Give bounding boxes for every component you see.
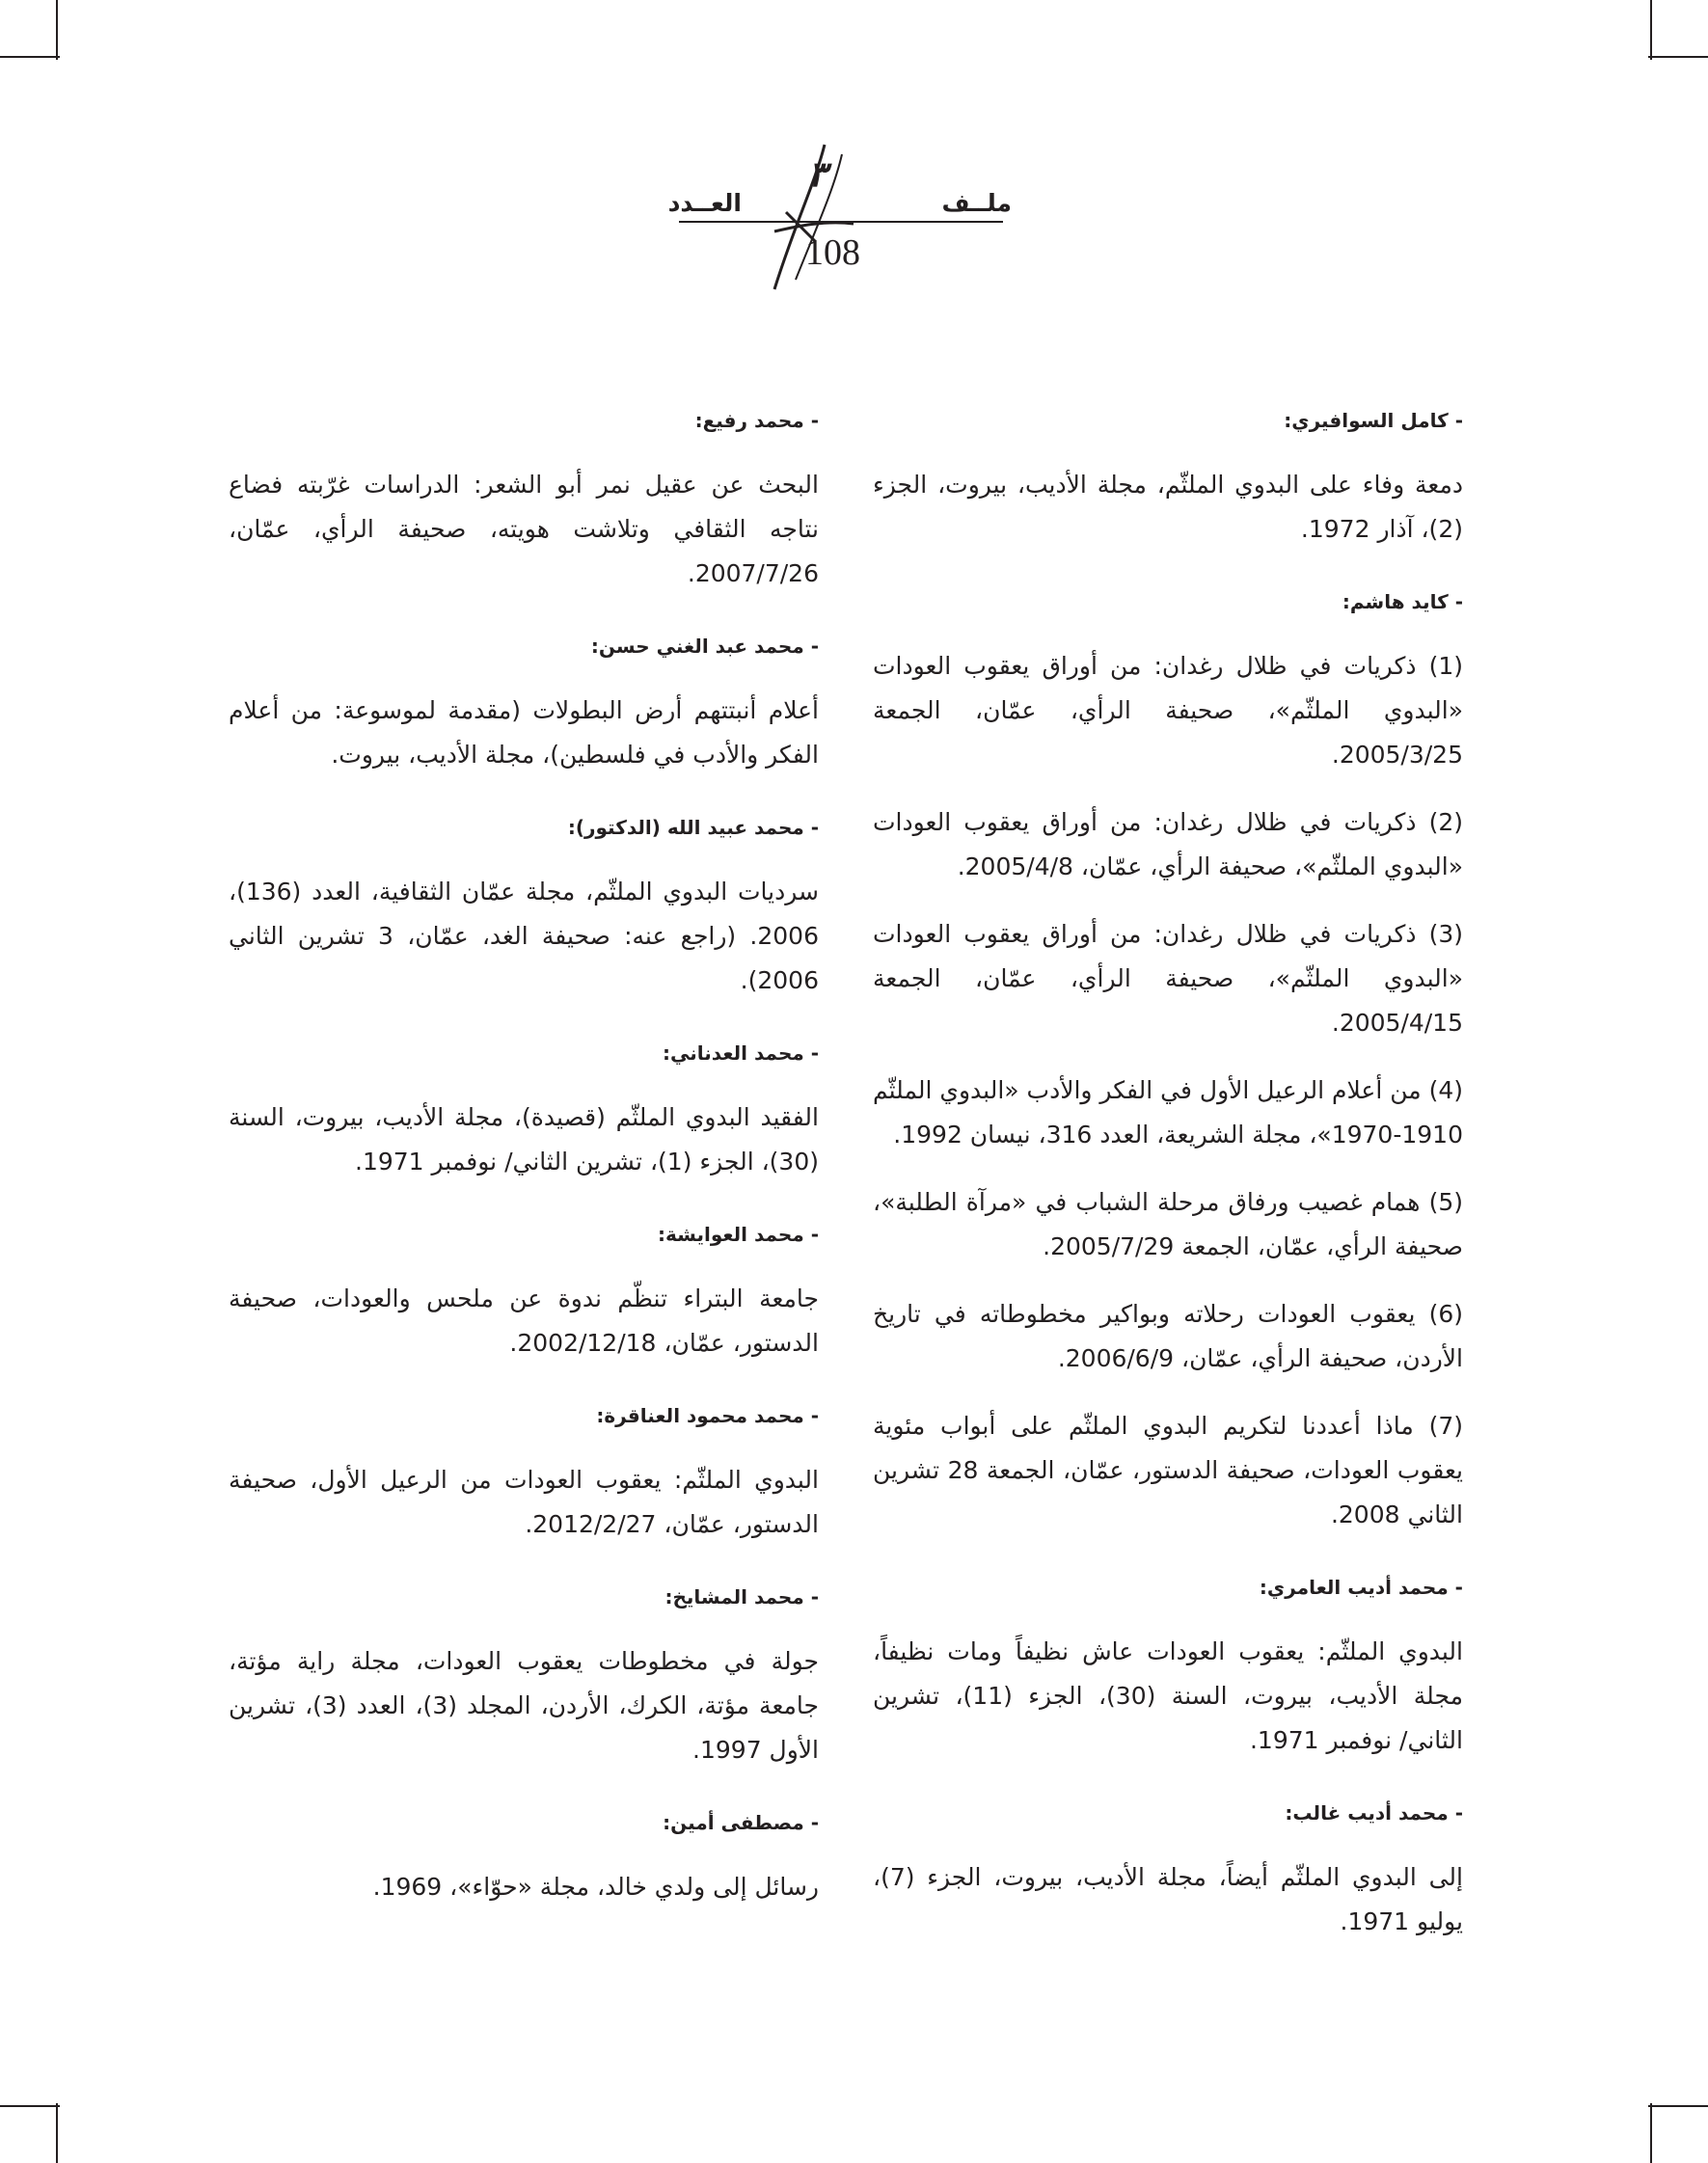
citation: الفقيد البدوي الملثّم (قصيدة)، مجلة الأديب، بيروت، السنة (30)، الجزء (1)، تشرين الثاني/ نوفمبر 1971. xyxy=(229,1103,819,1176)
issue-numeral: ٣ xyxy=(808,154,827,195)
author-name: - محمد محمود العناقرة: xyxy=(596,1404,819,1427)
bibliography-entry xyxy=(229,1219,819,1365)
citation: (1) ذكريات في ظلال رغدان: من أوراق يعقوب العودات «البدوي الملثّم»، صحيفة الرأي، عمّان، الجمعة 2005/3/25. xyxy=(873,652,1463,769)
author-name: - محمد عبيد الله (الدكتور): xyxy=(567,816,819,839)
citation: سرديات البدوي الملثّم، مجلة عمّان الثقافية، العدد (136)، 2006. (راجع عنه: صحيفة الغد، عمّان، 3 تشرين الثاني 2006). xyxy=(229,878,819,994)
bibliography-entry xyxy=(873,405,1463,552)
page-number: 108 xyxy=(805,232,860,273)
author-name: - محمد العوايشة: xyxy=(657,1223,819,1246)
author-name: - مصطفى أمين: xyxy=(663,1811,819,1834)
author-name: - كايد هاشم: xyxy=(1342,590,1463,613)
bibliography-entry xyxy=(229,405,819,596)
crop-mark-top-left-horizontal xyxy=(0,56,60,58)
citation: البدوي الملثّم: يعقوب العودات عاش نظيفاً ومات نظيفاً، مجلة الأديب، بيروت، السنة (30)، الجزء (11)، تشرين الثاني/ نوفمبر 1971. xyxy=(873,1637,1463,1754)
author-name: - محمد رفيع: xyxy=(694,409,819,432)
author-name: - محمد المشايخ: xyxy=(664,1585,819,1609)
left-column xyxy=(229,405,819,1944)
right-column xyxy=(873,405,1463,1979)
citation: (3) ذكريات في ظلال رغدان: من أوراق يعقوب العودات «البدوي الملثّم»، صحيفة الرأي، عمّان، الجمعة 2005/4/15. xyxy=(873,920,1463,1037)
bibliography-entry xyxy=(229,1400,819,1547)
citation: جولة في مخطوطات يعقوب العودات، مجلة راية مؤتة، جامعة مؤتة، الكرك، الأردن، المجلد (3)، العدد (3)، تشرين الأول 1997. xyxy=(229,1647,819,1764)
author-name: - محمد أديب العامري: xyxy=(1259,1576,1463,1599)
author-name: - محمد عبد الغني حسن: xyxy=(590,635,819,658)
author-name: - محمد أديب غالب: xyxy=(1285,1801,1463,1825)
citation: (4) من أعلام الرعيل الأول في الفكر والأدب «البدوي الملثّم 1910-1970»، مجلة الشريعة، العدد 316، نيسان 1992. xyxy=(873,1076,1463,1149)
citation: أعلام أنبتتهم أرض البطولات (مقدمة لموسوعة: من أعلام الفكر والأدب في فلسطين)، مجلة الأديب، بيروت. xyxy=(229,696,819,769)
citation: (6) يعقوب العودات رحلاته وبواكير مخطوطاته في تاريخ الأردن، صحيفة الرأي، عمّان، 2006/6/9. xyxy=(873,1300,1463,1372)
author-name: - كامل السوافيري: xyxy=(1284,409,1463,432)
citation: دمعة وفاء على البدوي الملثّم، مجلة الأديب، بيروت، الجزء (2)، آذار 1972. xyxy=(873,471,1463,543)
bibliography-entry xyxy=(873,1798,1463,1944)
crop-mark-bottom-left-horizontal xyxy=(0,2105,60,2107)
citation: البدوي الملثّم: يعقوب العودات من الرعيل الأول، صحيفة الدستور، عمّان، 2012/2/27. xyxy=(229,1466,819,1538)
citation: جامعة البتراء تنظّم ندوة عن ملحس والعودات، صحيفة الدستور، عمّان، 2002/12/18. xyxy=(229,1284,819,1357)
crop-mark-bottom-right-horizontal xyxy=(1648,2105,1708,2107)
crop-mark-top-right-vertical xyxy=(1650,0,1652,60)
crop-mark-top-right-horizontal xyxy=(1648,56,1708,58)
bibliography-entry xyxy=(229,1807,819,1909)
bibliography-entry xyxy=(873,1572,1463,1763)
citation: (2) ذكريات في ظلال رغدان: من أوراق يعقوب العودات «البدوي الملثّم»، صحيفة الرأي، عمّان، 2005/4/8. xyxy=(873,808,1463,880)
crop-mark-top-left-vertical xyxy=(56,0,58,60)
bibliography-entry xyxy=(229,631,819,777)
citation: (7) ماذا أعددنا لتكريم البدوي الملثّم على أبواب مئوية يعقوب العودات، صحيفة الدستور، عمّان، الجمعة 28 تشرين الثاني 2008. xyxy=(873,1412,1463,1528)
crop-mark-bottom-left-vertical xyxy=(56,2103,58,2163)
citation: رسائل إلى ولدي خالد، مجلة «حوّاء»، 1969. xyxy=(372,1873,819,1901)
citation: البحث عن عقيل نمر أبو الشعر: الدراسات غرّبته فضاع نتاجه الثقافي وتلاشت هويته، صحيفة الرأي، عمّان، 2007/7/26. xyxy=(229,471,819,587)
author-name: - محمد العدناني: xyxy=(663,1041,819,1065)
crop-mark-bottom-right-vertical xyxy=(1650,2103,1652,2163)
bibliography-entry xyxy=(229,812,819,1003)
header-issue-word: العــدد xyxy=(667,189,742,217)
bibliography-entry xyxy=(229,1582,819,1772)
citation: (5) همام غصيب ورفاق مرحلة الشباب في «مرآة الطلبة»، صحيفة الرأي، عمّان، الجمعة 2005/7/29. xyxy=(873,1188,1463,1260)
citation: إلى البدوي الملثّم أيضاً، مجلة الأديب، بيروت، الجزء (7)، يوليو 1971. xyxy=(873,1863,1463,1935)
bibliography-entry xyxy=(229,1038,819,1184)
bibliography-entry xyxy=(873,586,1463,1537)
header-file-word: ملــف xyxy=(941,189,1012,217)
